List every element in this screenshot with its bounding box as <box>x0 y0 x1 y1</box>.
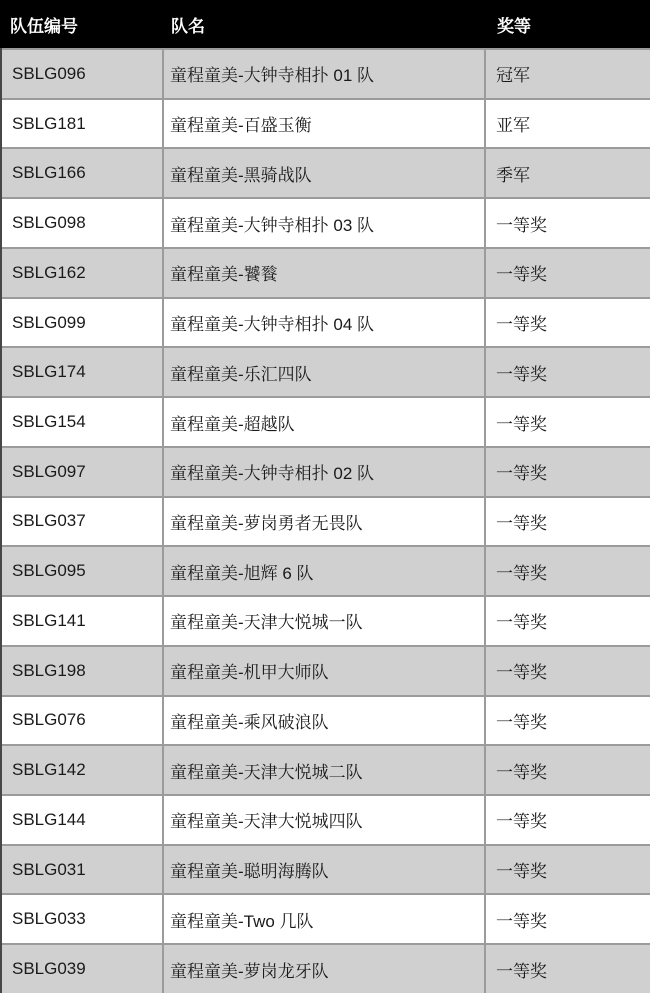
table-body <box>0 48 650 993</box>
team-name-cell: 童程童美-Two 几队 <box>164 895 486 943</box>
team-id-cell: SBLG095 <box>2 547 164 595</box>
award-cell: 冠军 <box>496 66 530 86</box>
award-cell: 一等奖 <box>496 265 547 285</box>
table-row <box>2 595 650 645</box>
team-name-cell: 童程童美-饕餮 <box>164 249 486 297</box>
award-cell: 季军 <box>496 165 530 185</box>
table-row <box>2 794 650 844</box>
award-cell: 一等奖 <box>496 712 547 732</box>
award-cell: 一等奖 <box>496 364 547 384</box>
table-row <box>2 545 650 595</box>
table-row <box>2 98 650 148</box>
table-row <box>2 695 650 745</box>
team-name-cell: 童程童美-天津大悦城一队 <box>164 597 486 645</box>
table-row <box>2 346 650 396</box>
team-id-cell: SBLG098 <box>2 199 164 247</box>
team-id-cell: SBLG097 <box>2 448 164 496</box>
team-name-cell: 童程童美-大钟寺相扑 04 队 <box>164 299 486 347</box>
team-name-cell: 童程童美-萝岗龙牙队 <box>164 945 486 993</box>
award-cell: 一等奖 <box>496 762 547 782</box>
team-id-cell: SBLG162 <box>2 249 164 297</box>
team-name-cell: 童程童美-超越队 <box>164 398 486 446</box>
table-row <box>2 943 650 993</box>
team-name-cell: 童程童美-乐汇四队 <box>164 348 486 396</box>
award-cell: 一等奖 <box>496 911 547 931</box>
team-id-cell: SBLG181 <box>2 100 164 148</box>
table-row <box>2 396 650 446</box>
table-header-row <box>0 0 650 48</box>
award-cell: 一等奖 <box>496 862 547 882</box>
team-name-cell: 童程童美-机甲大师队 <box>164 647 486 695</box>
team-id-cell: SBLG174 <box>2 348 164 396</box>
award-cell: 一等奖 <box>496 563 547 583</box>
team-id-cell: SBLG141 <box>2 597 164 645</box>
header-award-label: 奖等 <box>497 16 531 36</box>
header-award <box>486 0 650 48</box>
team-id-cell: SBLG144 <box>2 796 164 844</box>
team-name-cell: 童程童美-聪明海腾队 <box>164 846 486 894</box>
award-cell: 一等奖 <box>496 513 547 533</box>
team-id-cell: SBLG142 <box>2 746 164 794</box>
team-id-cell: SBLG031 <box>2 846 164 894</box>
team-id-cell: SBLG154 <box>2 398 164 446</box>
table-row <box>2 744 650 794</box>
team-name-cell: 童程童美-大钟寺相扑 02 队 <box>164 448 486 496</box>
team-id-cell: SBLG033 <box>2 895 164 943</box>
table-row <box>2 496 650 546</box>
team-id-cell: SBLG037 <box>2 498 164 546</box>
team-name-cell: 童程童美-旭辉 6 队 <box>164 547 486 595</box>
table-row <box>2 197 650 247</box>
team-id-cell: SBLG096 <box>2 50 164 98</box>
team-name-cell: 童程童美-萝岗勇者无畏队 <box>164 498 486 546</box>
table-row <box>2 893 650 943</box>
table-row <box>2 247 650 297</box>
award-cell: 一等奖 <box>496 663 547 683</box>
header-team-name <box>164 0 486 48</box>
table-row <box>2 844 650 894</box>
award-cell: 一等奖 <box>496 315 547 335</box>
team-id-cell: SBLG198 <box>2 647 164 695</box>
award-cell: 亚军 <box>496 116 530 136</box>
team-id-cell: SBLG076 <box>2 697 164 745</box>
team-name-cell: 童程童美-大钟寺相扑 01 队 <box>164 50 486 98</box>
team-id-cell: SBLG039 <box>2 945 164 993</box>
award-cell: 一等奖 <box>496 215 547 235</box>
team-id-cell: SBLG099 <box>2 299 164 347</box>
table-row <box>2 645 650 695</box>
team-name-cell: 童程童美-天津大悦城二队 <box>164 746 486 794</box>
team-name-cell: 童程童美-乘风破浪队 <box>164 697 486 745</box>
award-cell: 一等奖 <box>496 414 547 434</box>
header-team-id <box>0 0 164 48</box>
team-name-cell: 童程童美-大钟寺相扑 03 队 <box>164 199 486 247</box>
award-cell: 一等奖 <box>496 961 547 981</box>
team-name-cell: 童程童美-黑骑战队 <box>164 149 486 197</box>
award-cell: 一等奖 <box>496 812 547 832</box>
award-cell: 一等奖 <box>496 464 547 484</box>
table-row <box>2 147 650 197</box>
table-row <box>2 48 650 98</box>
team-name-cell: 童程童美-百盛玉衡 <box>164 100 486 148</box>
team-name-cell: 童程童美-天津大悦城四队 <box>164 796 486 844</box>
header-team-id-label: 队伍编号 <box>10 16 78 36</box>
award-cell: 一等奖 <box>496 613 547 633</box>
table-row <box>2 446 650 496</box>
table-row <box>2 297 650 347</box>
header-team-name-label: 队名 <box>171 16 205 36</box>
team-id-cell: SBLG166 <box>2 149 164 197</box>
